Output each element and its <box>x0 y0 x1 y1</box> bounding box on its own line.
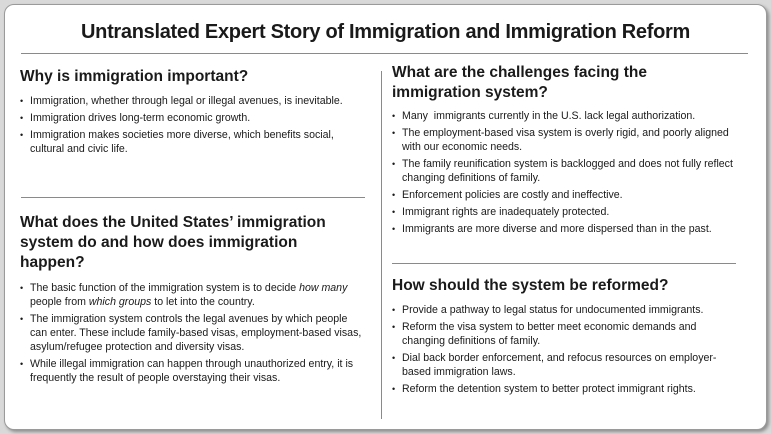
bullet-list <box>392 303 737 396</box>
bullet-emphasis: which groups <box>88 296 152 308</box>
section-challenges <box>392 63 737 239</box>
bullet-text: The basic function of the immigration system is to decide <box>30 282 300 294</box>
bullet-item: • Reform the visa system to better meet economic demands and changing definitions of family. <box>392 320 737 348</box>
bullet-text: to let into the country. <box>151 296 255 308</box>
document-card <box>4 4 767 430</box>
bullet-item: • While illegal immigration can happen through unauthorized entry, it is frequently the result of people overstaying their visas. <box>20 357 365 385</box>
column-divider <box>381 71 382 419</box>
bullet-item: • Immigration drives long-term economic growth. <box>20 111 365 125</box>
bullet-item: • Enforcement policies are costly and ineffective. <box>392 188 737 202</box>
bullet-list <box>392 109 737 236</box>
right-section-divider <box>392 263 736 264</box>
bullet-list <box>20 281 365 385</box>
bullet-text: people from <box>30 296 89 308</box>
section-heading: What are the challenges facing the immigration system? <box>392 64 647 101</box>
bullet-item: • Immigration makes societies more diverse, which benefits social, cultural and civic life. <box>20 128 365 156</box>
bullet-item: • The family reunification system is backlogged and does not fully reflect changing definitions of family. <box>392 157 737 185</box>
bullet-item: • Many immigrants currently in the U.S. lack legal authorization. <box>392 109 737 123</box>
bullet-item: • Immigrants are more diverse and more dispersed than in the past. <box>392 222 737 236</box>
bullet-emphasis: how many <box>299 282 348 294</box>
bullet-list <box>20 94 365 156</box>
section-why-important <box>20 67 365 159</box>
bullet-item: • Provide a pathway to legal status for undocumented immigrants. <box>392 303 737 317</box>
section-heading: Why is immigration important? <box>20 68 249 85</box>
bullet-item: • Immigration, whether through legal or illegal avenues, is inevitable. <box>20 94 365 108</box>
bullet-item: • The employment-based visa system is overly rigid, and poorly aligned with our economic needs. <box>392 126 737 154</box>
section-heading: What does the United States’ immigration system do and how does immigration happen? <box>20 214 326 271</box>
document-title: Untranslated Expert Story of Immigration and Immigration Reform <box>81 21 690 43</box>
bullet-item: • Dial back border enforcement, and refocus resources on employer-based immigration laws. <box>392 351 737 379</box>
section-reform <box>392 276 737 399</box>
bullet-item: • Immigrant rights are inadequately protected. <box>392 205 737 219</box>
left-section-divider <box>21 197 365 198</box>
bullet-item: • Reform the detention system to better protect immigrant rights. <box>392 382 737 396</box>
section-what-system-does <box>20 213 365 388</box>
bullet-item: • The immigration system controls the legal avenues by which people can enter. These include family-based visas, employment-based visas, asylum/refugee protection and diversity visas. <box>20 312 365 354</box>
title-divider <box>21 53 748 54</box>
bullet-item <box>20 281 365 309</box>
section-heading: How should the system be reformed? <box>392 277 669 294</box>
